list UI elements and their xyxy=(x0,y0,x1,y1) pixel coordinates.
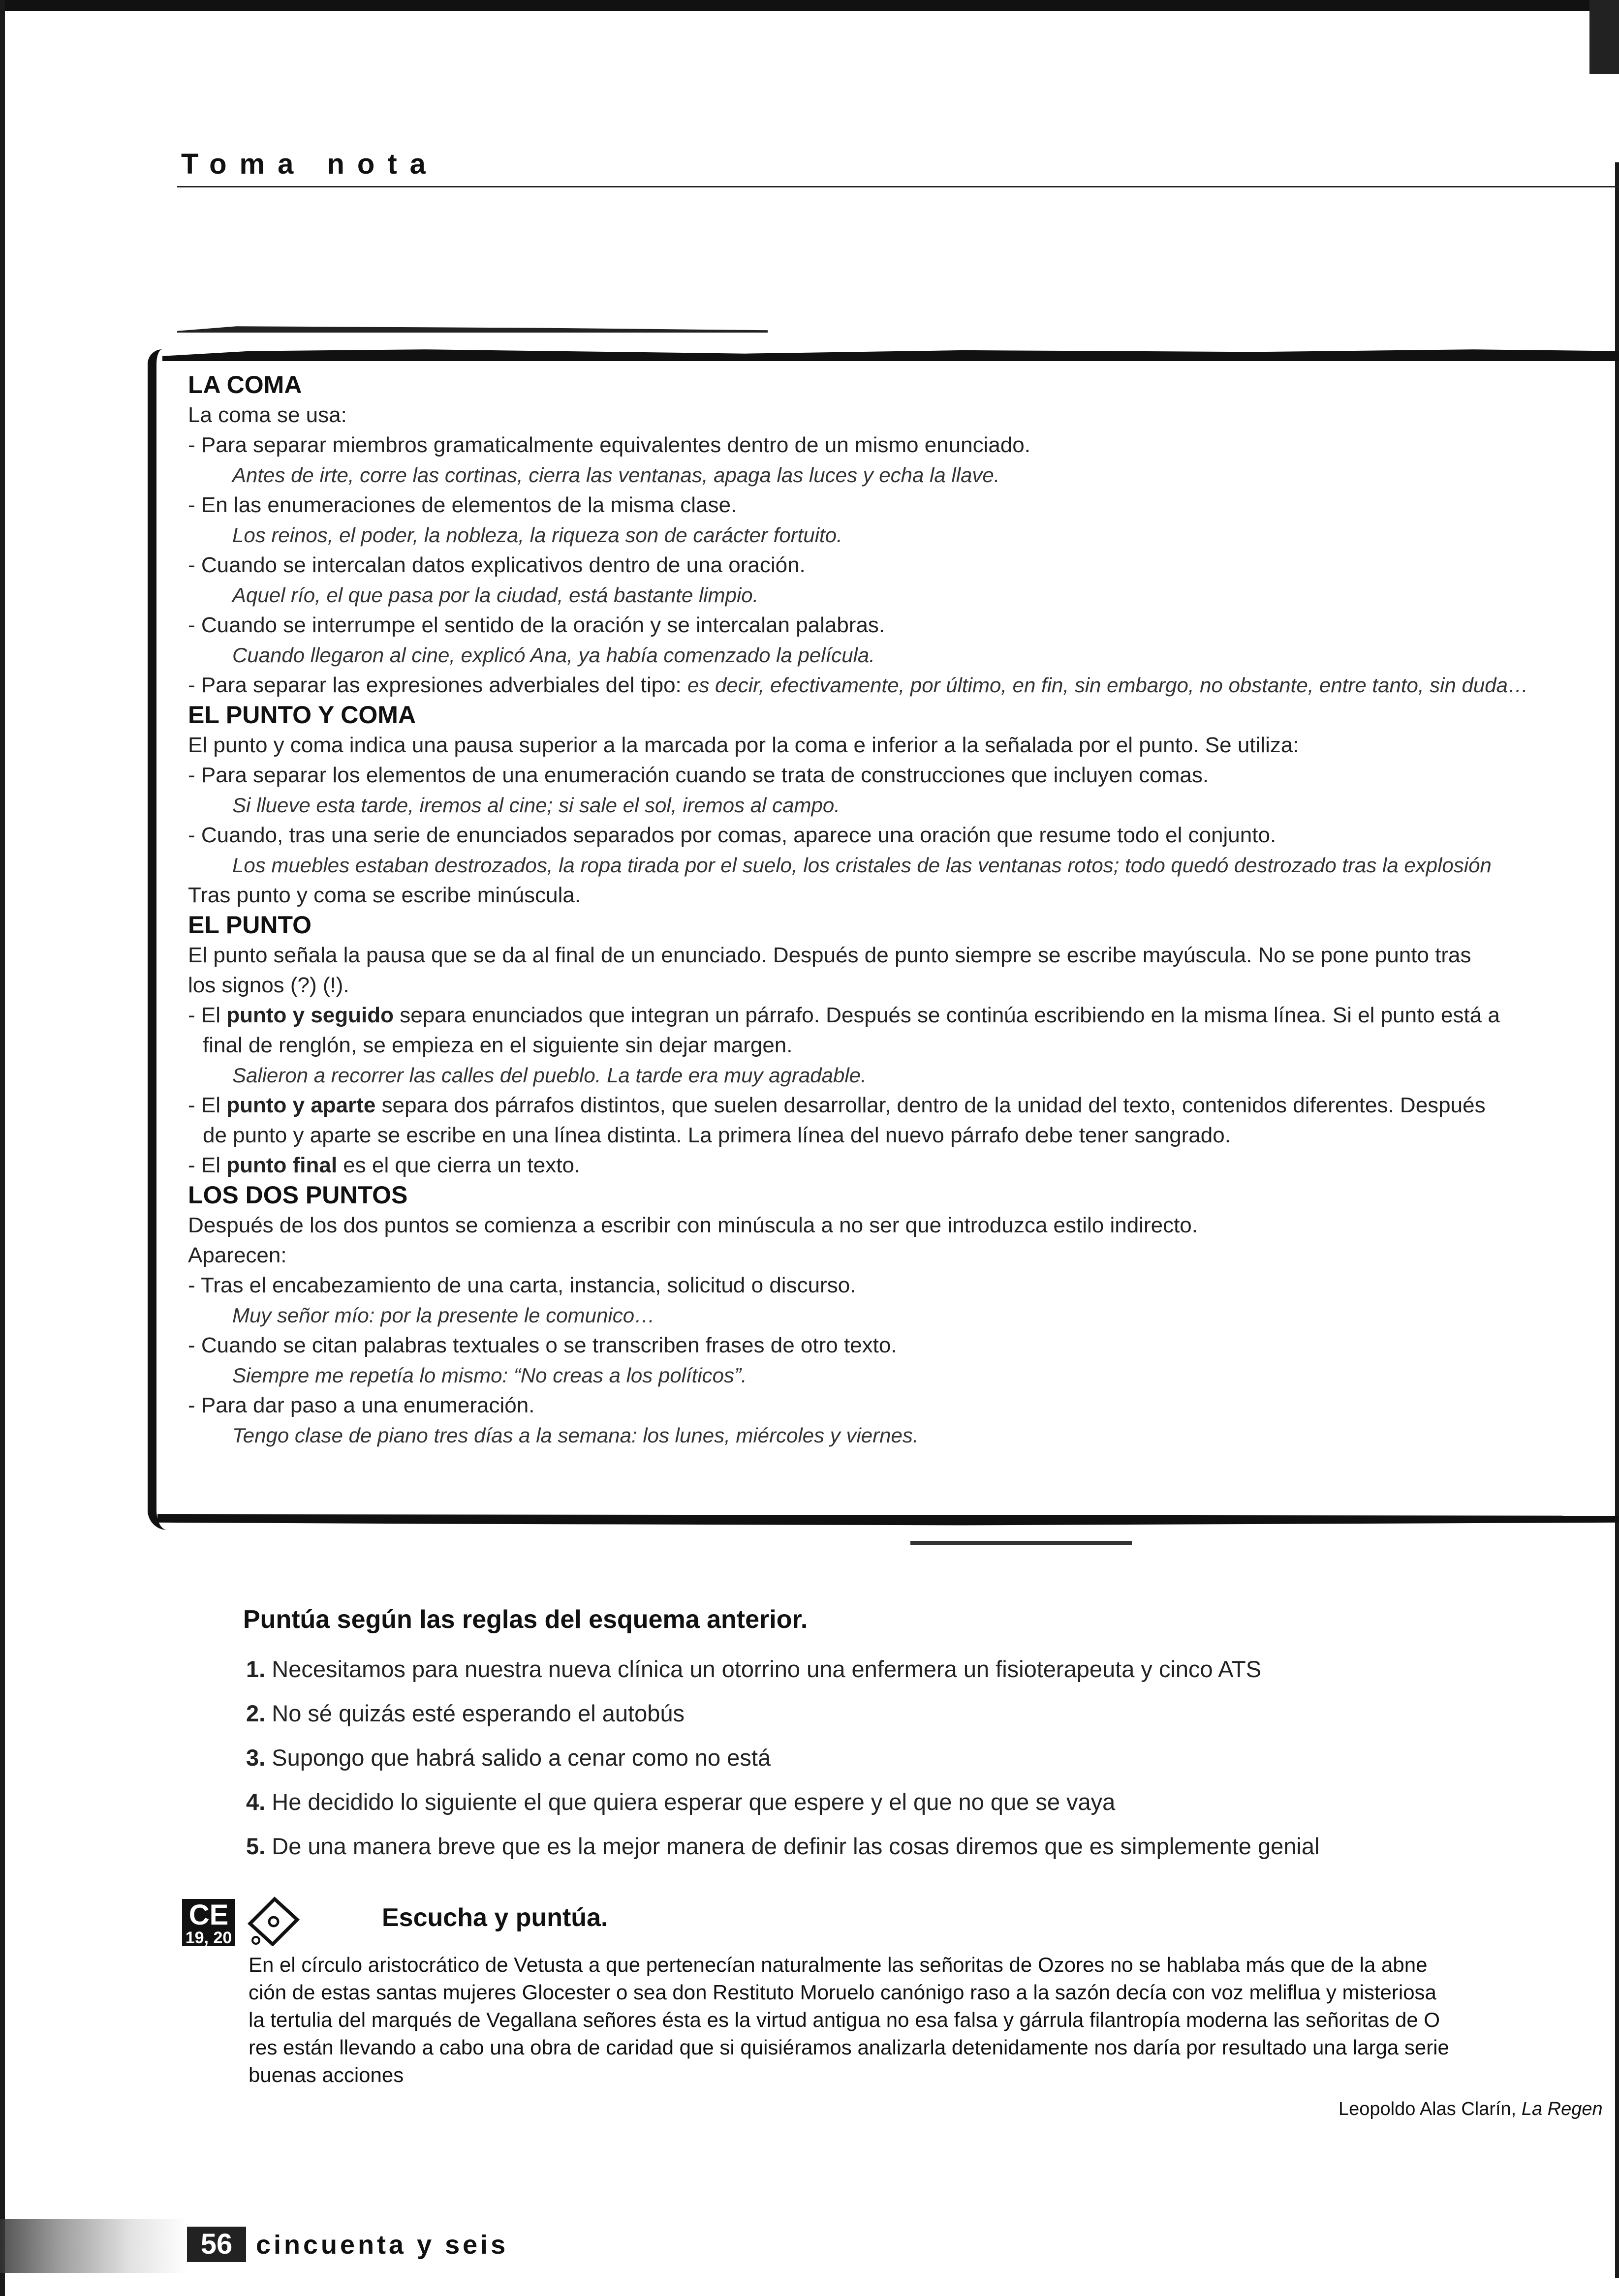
exercise-number: 4. xyxy=(246,1789,266,1815)
dos-puntos-example: Siempre me repetía lo mismo: “No creas a los políticos”. xyxy=(232,1364,747,1387)
scan-edge-left xyxy=(0,0,5,2296)
passage-line: la tertulia del marqués de Vegallana señores ésta es la virtud antigua no esa falsa y gárrula filantropía moderna las señoritas de O xyxy=(249,2008,1440,2031)
section-label: Toma nota xyxy=(181,148,438,180)
coma-rule: - En las enumeraciones de elementos de la misma clase. xyxy=(188,493,737,517)
term-punto-final: punto final xyxy=(226,1153,338,1177)
rule-text: separa enunciados que integran un párrafo. Después se continúa escribiendo en la misma línea. Si el punto está a xyxy=(394,1003,1500,1027)
rule-dash: - El xyxy=(188,1153,227,1177)
attribution xyxy=(1339,2099,1603,2120)
rules-content xyxy=(188,370,1615,1450)
literary-passage xyxy=(249,1951,1619,2089)
exercise-text: Necesitamos para nuestra nueva clínica un otorrino una enfermera un fisioterapeuta y cinco ATS xyxy=(272,1656,1262,1682)
cd-icon xyxy=(246,1895,301,1946)
ce-label: CE xyxy=(188,1899,229,1931)
coma-example: Cuando llegaron al cine, explicó Ana, ya había comenzado la película. xyxy=(232,643,875,667)
page-number-words: cincuenta y seis xyxy=(256,2230,509,2260)
exercise-item xyxy=(246,1736,1319,1780)
listening-title: Escucha y puntúa. xyxy=(382,1903,608,1932)
punto-intro-2: los signos (?) (!). xyxy=(188,973,349,997)
rule-text: separa dos párrafos distintos, que suelen desarrollar, dentro de la unidad del texto, contenidos diferentes. Después xyxy=(375,1093,1486,1117)
punto-seguido-rule xyxy=(188,1000,1615,1030)
exercise-list xyxy=(246,1647,1319,1868)
punto-aparte-rule-cont: de punto y aparte se escribe en una línea distinta. La primera línea del nuevo párrafo debe tener sangrado. xyxy=(203,1123,1231,1147)
punto-final-rule xyxy=(188,1150,1615,1180)
exercise-text: De una manera breve que es la mejor manera de definir las cosas diremos que es simplemente genial xyxy=(272,1833,1320,1859)
rule-dash: - El xyxy=(188,1093,227,1117)
exercise-text: He decidido lo siguiente el que quiera esperar que espere y el que no que se vaya xyxy=(272,1789,1116,1815)
coma-rule-text: - Para separar las expresiones adverbiales del tipo: xyxy=(188,673,687,697)
page-number: 56 xyxy=(187,2227,246,2262)
exercise-item xyxy=(246,1647,1319,1691)
punto-y-coma-example: Los muebles estaban destrozados, la ropa tirada por el suelo, los cristales de las ventanas rotos; todo quedó destrozado tras la explosión xyxy=(232,854,1492,877)
scan-edge-top xyxy=(0,0,1619,11)
scan-shadow xyxy=(0,2219,187,2273)
coma-intro: La coma se usa: xyxy=(188,403,347,427)
exercise-number: 2. xyxy=(246,1700,266,1726)
exercise-text: No sé quizás esté esperando el autobús xyxy=(272,1700,685,1726)
term-punto-y-aparte: punto y aparte xyxy=(226,1093,376,1117)
heading-el-punto: EL PUNTO xyxy=(188,911,311,939)
ce-badge xyxy=(182,1899,235,1946)
coma-rule: - Para separar miembros gramaticalmente equivalentes dentro de un mismo enunciado. xyxy=(188,433,1030,457)
dos-puntos-example: Tengo clase de piano tres días a la semana: los lunes, miércoles y viernes. xyxy=(232,1424,919,1447)
exercise-text: Supongo que habrá salido a cenar como no está xyxy=(272,1745,771,1771)
coma-example: Los reinos, el poder, la nobleza, la riqueza son de carácter fortuito. xyxy=(232,523,842,547)
punto-intro: El punto señala la pausa que se da al final de un enunciado. Después de punto siempre se escribe mayúscula. No se pone punto tras xyxy=(188,943,1471,967)
author: Leopoldo Alas Clarín, xyxy=(1339,2099,1522,2119)
punto-aparte-rule xyxy=(188,1090,1615,1120)
scan-corner xyxy=(1589,0,1619,74)
punto-y-coma-example: Si llueve esta tarde, iremos al cine; si sale el sol, iremos al campo. xyxy=(232,794,840,817)
exercise-item xyxy=(246,1780,1319,1824)
header-rule xyxy=(177,186,1619,187)
coma-rule-last xyxy=(188,670,1615,700)
coma-rule: - Cuando se interrumpe el sentido de la oración y se intercalan palabras. xyxy=(188,613,885,637)
exercise-title: Puntúa según las reglas del esquema anterior. xyxy=(243,1605,808,1634)
dos-puntos-rule: - Cuando se citan palabras textuales o se transcriben frases de otro texto. xyxy=(188,1333,897,1357)
coma-example: Antes de irte, corre las cortinas, cierra las ventanas, apaga las luces y echa la llave. xyxy=(232,463,1000,487)
punto-y-coma-note: Tras punto y coma se escribe minúscula. xyxy=(188,883,581,907)
dos-puntos-example: Muy señor mío: por la presente le comunico… xyxy=(232,1304,655,1327)
dos-puntos-rule: - Para dar paso a una enumeración. xyxy=(188,1393,535,1417)
ce-track-code: 19, 20 xyxy=(185,1929,232,1947)
coma-rule: - Cuando se intercalan datos explicativos dentro de una oración. xyxy=(188,553,806,577)
exercise-item xyxy=(246,1824,1319,1868)
dos-puntos-rule: - Tras el encabezamiento de una carta, instancia, solicitud o discurso. xyxy=(188,1273,856,1297)
punto-y-coma-rule: - Para separar los elementos de una enumeración cuando se trata de construcciones que incluyen comas. xyxy=(188,763,1209,787)
dos-puntos-intro: Después de los dos puntos se comienza a escribir con minúscula a no ser que introduzca estilo indirecto. xyxy=(188,1213,1198,1237)
exercise-number: 3. xyxy=(246,1745,266,1771)
punto-y-coma-intro: El punto y coma indica una pausa superior a la marcada por la coma e inferior a la señalada por el punto. Se utiliza: xyxy=(188,733,1299,757)
heading-punto-y-coma: EL PUNTO Y COMA xyxy=(188,701,416,729)
work-title: La Regen xyxy=(1521,2099,1603,2119)
rule-text: es el que cierra un texto. xyxy=(337,1153,581,1177)
coma-example: Aquel río, el que pasa por la ciudad, está bastante limpio. xyxy=(232,583,759,607)
punto-y-coma-rule: - Cuando, tras una serie de enunciados separados por comas, aparece una oración que resume todo el conjunto. xyxy=(188,823,1277,847)
passage-line: res están llevando a cabo una obra de caridad que si quisiéramos analizarla detenidamente nos daría por resultado una larga serie xyxy=(249,2036,1449,2059)
brush-stroke-bottom-thin xyxy=(910,1541,1132,1545)
rule-dash: - El xyxy=(188,1003,227,1027)
punto-seguido-rule-cont: final de renglón, se empieza en el siguiente sin dejar margen. xyxy=(203,1033,793,1057)
term-punto-y-seguido: punto y seguido xyxy=(226,1003,394,1027)
brush-stroke-top-thin xyxy=(177,325,768,333)
heading-los-dos-puntos: LOS DOS PUNTOS xyxy=(188,1181,408,1209)
exercise-number: 5. xyxy=(246,1833,266,1859)
exercise-item xyxy=(246,1691,1319,1736)
heading-la-coma: LA COMA xyxy=(188,371,302,398)
exercise-number: 1. xyxy=(246,1656,266,1682)
passage-line: ción de estas santas mujeres Glocester o sea don Restituto Moruelo canónigo raso a la sazón decía con voz meliflua y misteriosa xyxy=(249,1981,1436,2004)
passage-line: En el círculo aristocrático de Vetusta a que pertenecían naturalmente las señoritas de Ozores no se hablaba más que de la abne xyxy=(249,1953,1428,1976)
dos-puntos-intro-2: Aparecen: xyxy=(188,1243,287,1267)
passage-line: buenas acciones xyxy=(249,2063,404,2086)
punto-seguido-example: Salieron a recorrer las calles del pueblo. La tarde era muy agradable. xyxy=(232,1064,867,1087)
coma-adverbial-examples: es decir, efectivamente, por último, en fin, sin embargo, no obstante, entre tanto, sin duda… xyxy=(687,673,1528,697)
